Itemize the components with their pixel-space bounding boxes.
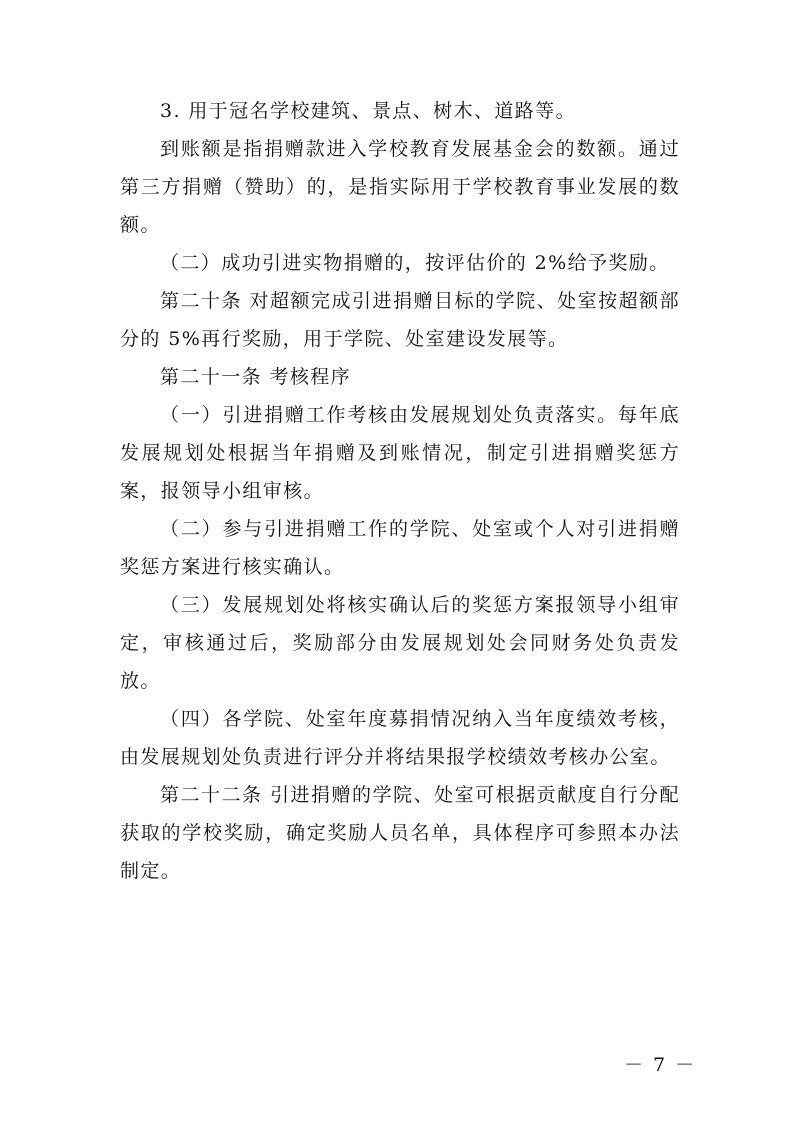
- paragraph-physical-donation: （二）成功引进实物捐赠的，按评估价的 2%给予奖励。: [160, 252, 670, 274]
- paragraph-article-20: 第二十条 对超额完成引进捐赠目标的学院、处室按超额部分的 5%再行奖励，用于学院、处室建设发展等。: [120, 290, 680, 350]
- paragraph-article-21-item-4: （四）各学院、处室年度募捐情况纳入当年度绩效考核，由发展规划处负责进行评分并将结果报学校绩效考核办公室。: [120, 708, 680, 768]
- paragraph-arrival-amount: 到账额是指捐赠款进入学校教育发展基金会的数额。通过第三方捐赠（赞助）的，是指实际用于学校教育事业发展的数额。: [120, 138, 680, 236]
- paragraph-article-22: 第二十二条 引进捐赠的学院、处室可根据贡献度自行分配获取的学校奖励，确定奖励人员名单，具体程序可参照本办法制定。: [120, 784, 680, 882]
- page-number: － 7 －: [624, 1054, 697, 1076]
- paragraph-item-3: 3. 用于冠名学校建筑、景点、树木、道路等。: [160, 100, 576, 122]
- paragraph-article-21-item-3: （三）发展规划处将核实确认后的奖惩方案报领导小组审定，审核通过后，奖励部分由发展规划处会同财务处负责发放。: [120, 594, 680, 692]
- document-body: [120, 92, 680, 890]
- paragraph-article-21-heading: 第二十一条 考核程序: [160, 366, 352, 388]
- paragraph-article-21-item-2: （二）参与引进捐赠工作的学院、处室或个人对引进捐赠奖惩方案进行核实确认。: [120, 518, 680, 578]
- paragraph-article-21-item-1: （一）引进捐赠工作考核由发展规划处负责落实。每年底发展规划处根据当年捐赠及到账情况，制定引进捐赠奖惩方案，报领导小组审核。: [120, 404, 680, 502]
